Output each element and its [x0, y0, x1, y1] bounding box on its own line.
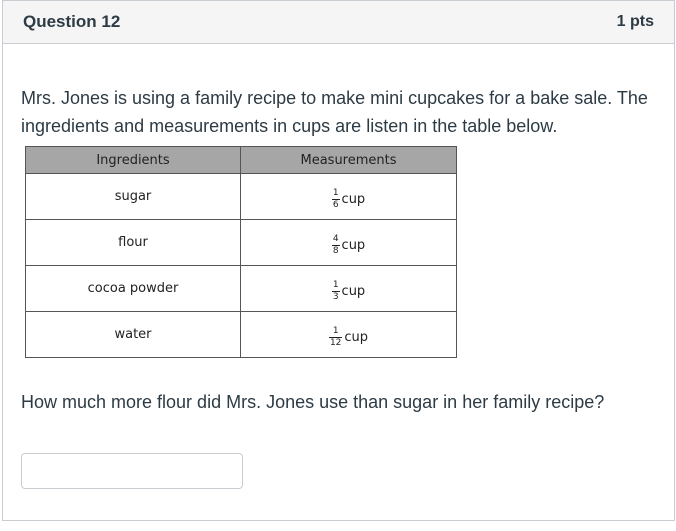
fraction	[332, 189, 340, 210]
recipe-table	[25, 146, 457, 358]
measurement-cell	[241, 312, 457, 358]
column-header-ingredients: Ingredients	[26, 147, 241, 174]
fraction	[332, 235, 340, 256]
measurement-cell	[241, 174, 457, 220]
question-header	[3, 1, 674, 44]
fraction-numerator: 1	[332, 325, 339, 336]
measurement	[332, 189, 365, 210]
measurement-unit: cup	[341, 191, 366, 207]
table-row	[26, 174, 457, 220]
measurement	[332, 235, 365, 256]
column-header-measurements: Measurements	[241, 147, 457, 174]
answer-input[interactable]	[21, 453, 243, 489]
fraction-denominator: 3	[332, 291, 339, 302]
table-row	[26, 312, 457, 358]
measurement	[332, 281, 365, 302]
question-prompt: How much more flour did Mrs. Jones use than sugar in her family recipe?	[21, 392, 605, 412]
measurement-cell	[241, 266, 457, 312]
fraction-numerator: 1	[332, 279, 339, 290]
measurement-unit: cup	[344, 329, 369, 345]
fraction-denominator: 6	[332, 199, 339, 210]
measurement-cell	[241, 220, 457, 266]
table-row	[26, 266, 457, 312]
ingredient-cell: cocoa powder	[26, 266, 241, 312]
ingredient-cell: flour	[26, 220, 241, 266]
fraction-denominator: 8	[332, 245, 339, 256]
question-text: Mrs. Jones is using a family recipe to make mini cupcakes for a bake sale. The ingredients and measurements in cups are listen in the table below.	[21, 88, 648, 136]
measurement	[329, 327, 368, 348]
ingredient-cell: water	[26, 312, 241, 358]
fraction-numerator: 4	[332, 233, 339, 244]
fraction-numerator: 1	[332, 187, 339, 198]
fraction-denominator: 12	[329, 337, 342, 348]
question-points: 1 pts	[616, 13, 654, 30]
table-row	[26, 220, 457, 266]
measurement-unit: cup	[341, 283, 366, 299]
measurement-unit: cup	[341, 237, 366, 253]
question-title: Question 12	[23, 12, 121, 31]
table-header-row	[26, 147, 457, 174]
fraction	[332, 281, 340, 302]
ingredient-cell: sugar	[26, 174, 241, 220]
fraction	[329, 327, 342, 348]
